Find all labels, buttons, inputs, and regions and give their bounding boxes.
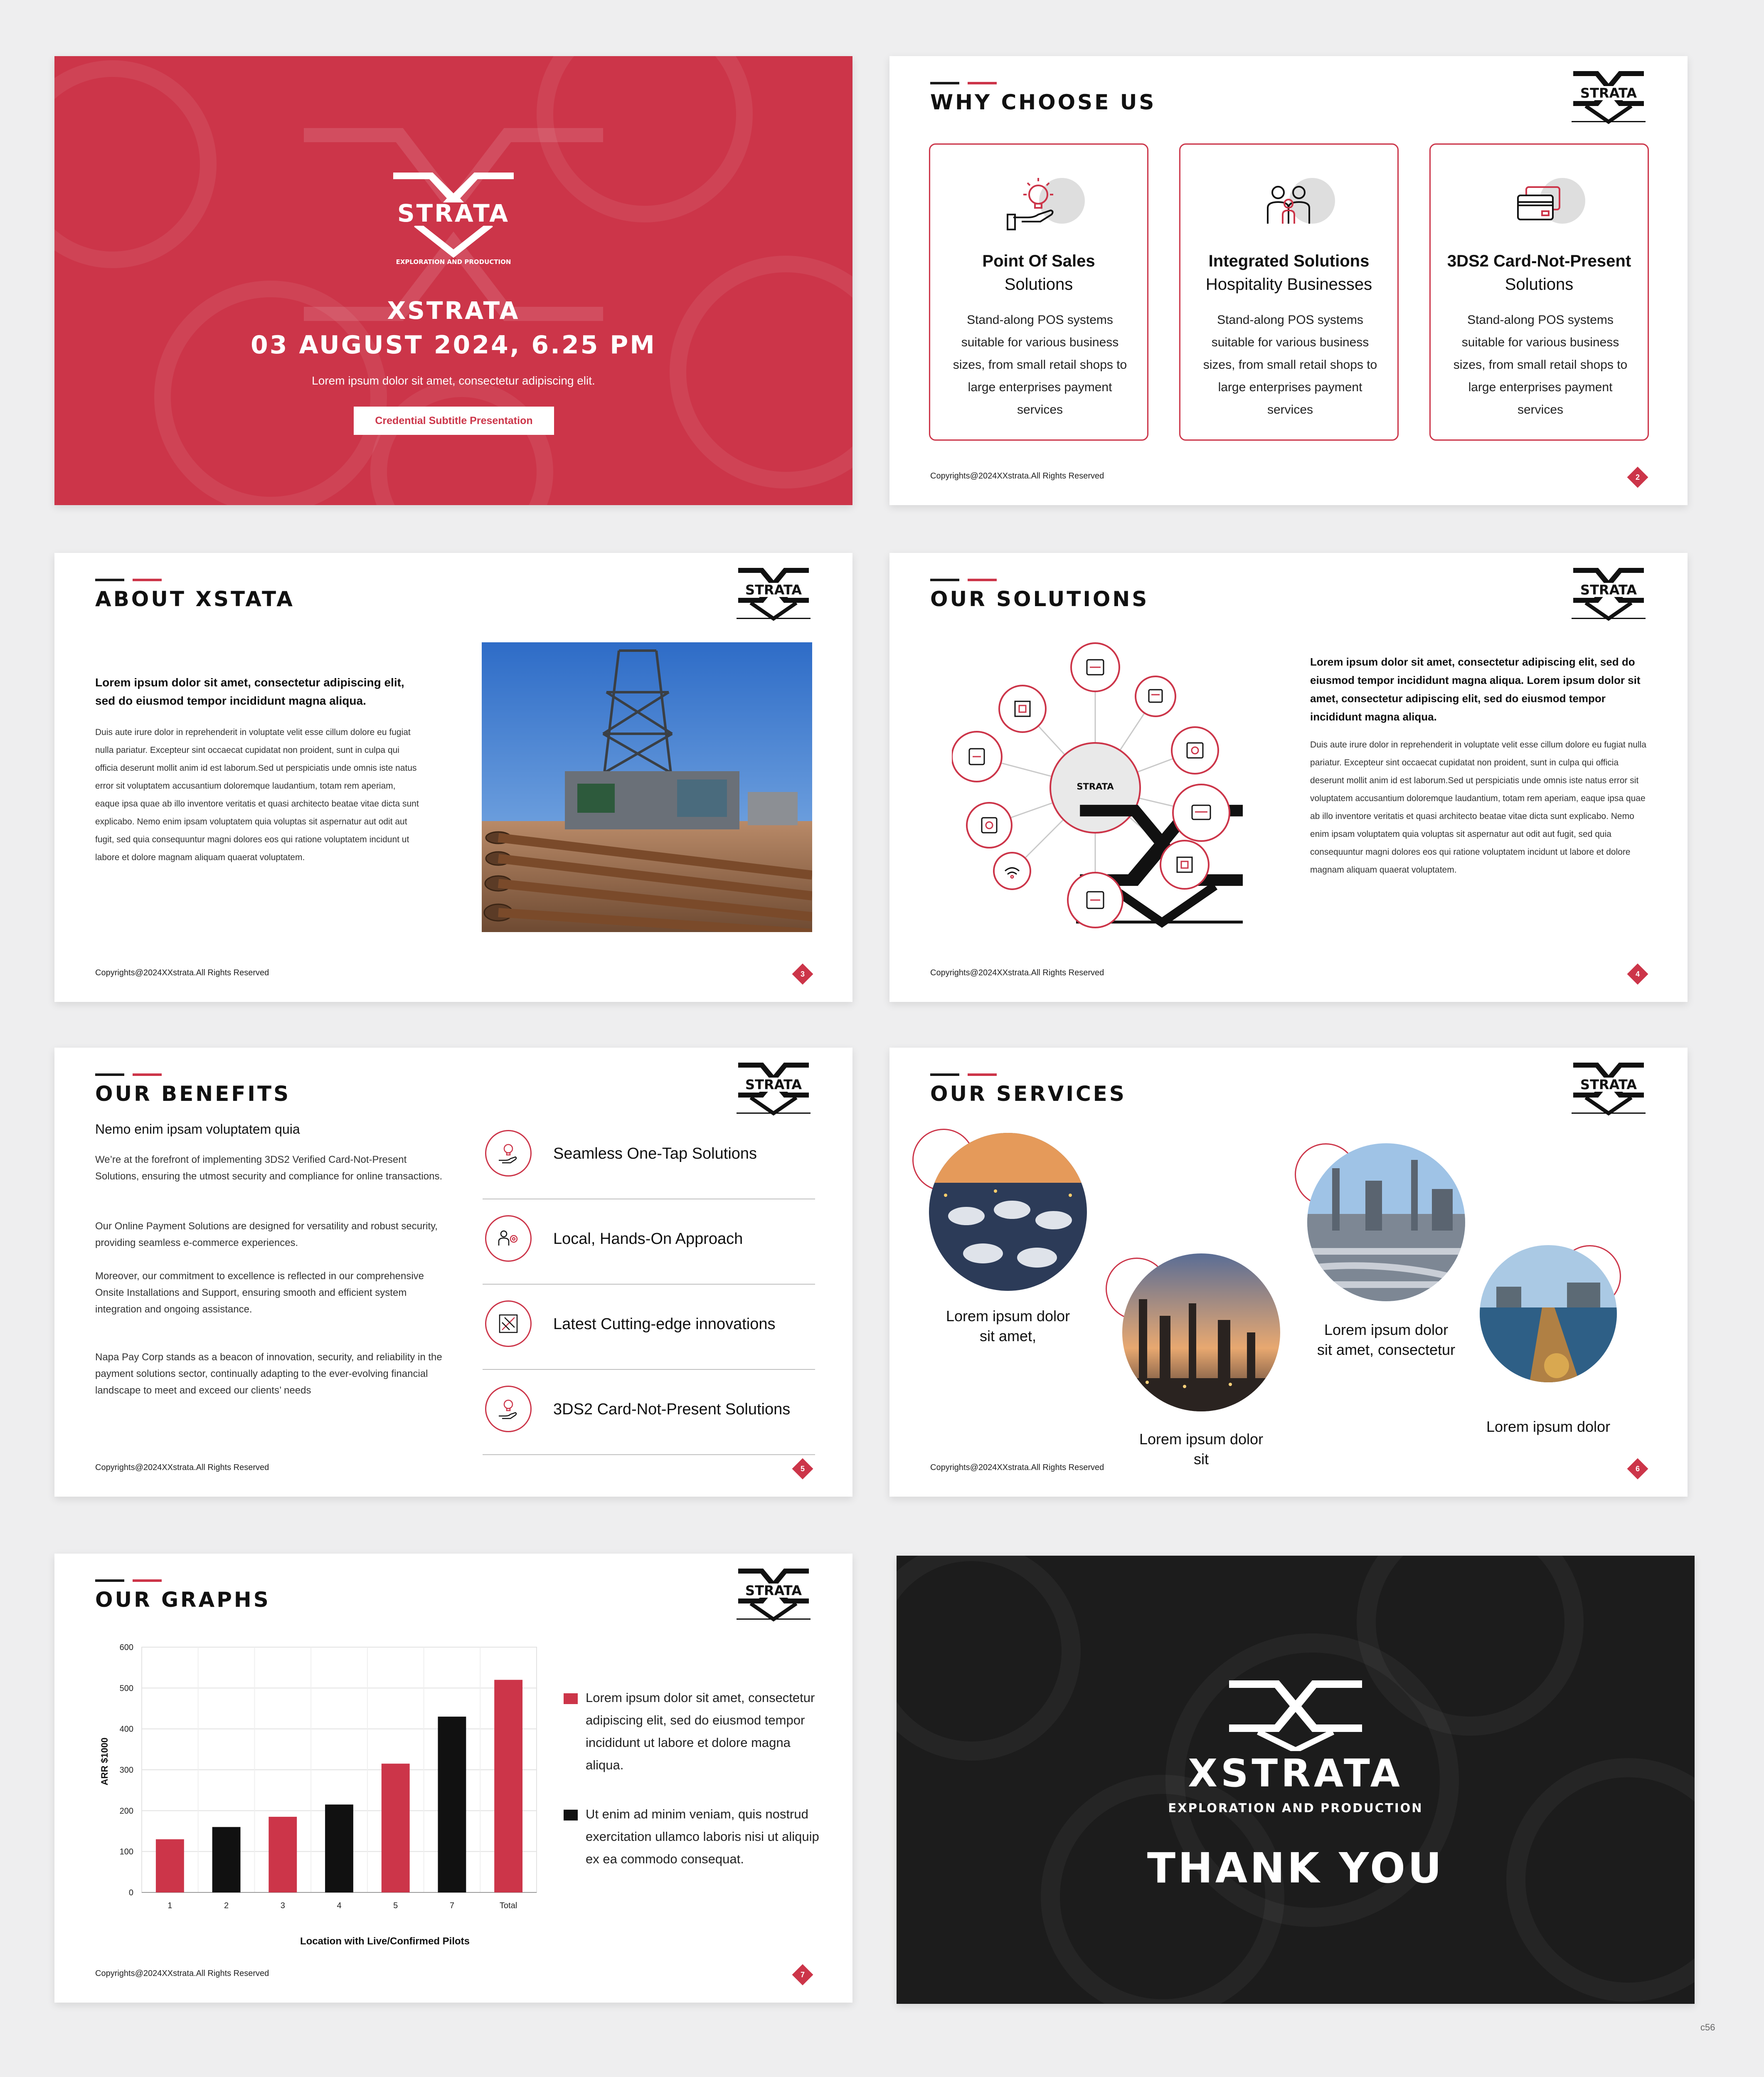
bar-2 — [212, 1827, 241, 1892]
x-tick-label: 7 — [449, 1901, 454, 1910]
closing-tagline: EXPLORATION AND PRODUCTION — [1168, 1801, 1423, 1815]
corner-label: c56 — [1700, 2022, 1715, 2033]
y-tick-label: 300 — [119, 1766, 133, 1775]
service-label: Lorem ipsum dolor — [1486, 1418, 1611, 1435]
service-label: Lorem ipsum dolor sit — [1139, 1431, 1264, 1468]
footer-copyright: Copyrights@2024XXstrata.All Rights Reserved — [95, 968, 269, 977]
strata-logo — [387, 168, 520, 266]
benefit-label: Seamless One-Tap Solutions — [553, 1145, 757, 1162]
benefit-item[interactable] — [483, 1114, 815, 1199]
svg-text:STRATA: STRATA — [1580, 1077, 1637, 1093]
heading-accent — [930, 1073, 997, 1076]
slide-heading: OUR SERVICES — [930, 1082, 1126, 1106]
y-tick-label: 100 — [119, 1847, 133, 1857]
oil-rig-photo — [482, 642, 812, 932]
xstrata-logo — [1569, 68, 1648, 126]
cover-date: 03 AUGUST 2024, 6.25 PM — [251, 331, 656, 360]
footer-copyright: Copyrights@2024XXstrata.All Rights Reserved — [930, 968, 1104, 977]
solutions-lead: Lorem ipsum dolor sit amet, consectetur adipiscing elit, sed do eiusmod tempor incididunt magna aliqua. Lorem ipsum dolor sit amet, consectetur adipiscing elit, sed do eiusmod tempor incididunt magna aliqua. — [1310, 656, 1641, 723]
xstrata-x-logo — [1225, 1676, 1366, 1751]
service-image-pipeline-plant — [1307, 1143, 1465, 1301]
slide-heading: OUR SOLUTIONS — [930, 587, 1149, 611]
card-title: Point Of Sales — [982, 252, 1095, 270]
slide-solutions — [889, 553, 1688, 1002]
y-axis-label: ARR $1000 — [99, 1737, 110, 1786]
bar-3 — [269, 1817, 297, 1892]
service-image-storage-tanks — [929, 1133, 1087, 1291]
slide-why-choose-us — [889, 56, 1688, 505]
legend-swatch — [564, 1693, 578, 1704]
slide-cover — [54, 56, 852, 505]
heading-accent — [95, 1073, 162, 1076]
benefit-item[interactable] — [483, 1199, 815, 1285]
xstrata-logo — [734, 1059, 813, 1117]
y-tick-label: 400 — [119, 1724, 133, 1734]
benefit-label: Local, Hands-On Approach — [553, 1230, 743, 1248]
card-subtitle: Solutions — [1004, 275, 1073, 294]
benefits-paragraph: Our Online Payment Solutions are designed for versatility and robust security, providing seamless e-commerce experiences. — [95, 1221, 438, 1248]
bar-chart — [92, 1637, 562, 1953]
card-subtitle: Solutions — [1505, 275, 1574, 294]
xstrata-logo — [1569, 1059, 1648, 1117]
bar-total — [494, 1680, 522, 1892]
bar-1 — [156, 1839, 184, 1892]
legend-item-black: Ut enim ad minim veniam, quis nostrud exercitation ullamco laboris nisi ut aliquip ex ea commodo consequat. — [564, 1803, 821, 1870]
card-description: Stand-along POS systems suitable for various business sizes, from small retail shops to large enterprises payment services — [1453, 313, 1628, 417]
benefits-paragraph: Napa Pay Corp stands as a beacon of innovation, security, and reliability in the payment solutions sector, continually adapting to the ever-evolving financial landscape to meet and exceed our clients’ needs — [95, 1352, 442, 1396]
x-tick-label: 4 — [337, 1901, 342, 1910]
benefit-label: 3DS2 Card-Not-Present Solutions — [553, 1401, 791, 1418]
card-description: Stand-along POS systems suitable for various business sizes, from small retail shops to large enterprises payment services — [1203, 313, 1377, 417]
svg-text:STRATA: STRATA — [1580, 582, 1637, 598]
benefits-paragraph: Moreover, our commitment to excellence is reflected in our comprehensive Onsite Installations and Support, ensuring smooth and efficient system integration and ongoing assistance. — [95, 1270, 424, 1315]
service-label: Lorem ipsum dolor sit amet, — [946, 1307, 1070, 1344]
benefits-paragraph: We’re at the forefront of implementing 3DS2 Verified Card-Not-Present Solutions, ensuring the utmost security and compliance for online transactions. — [95, 1154, 443, 1182]
slide-about — [54, 553, 852, 1002]
page-number: 4 — [1627, 964, 1648, 984]
heading-accent — [95, 1579, 162, 1582]
benefits-subheading: Nemo enim ipsam voluptatem quia — [95, 1122, 300, 1137]
benefit-item[interactable] — [483, 1285, 815, 1370]
y-tick-label: 200 — [119, 1806, 133, 1816]
card-title: Integrated Solutions — [1208, 252, 1370, 270]
svg-text:STRATA: STRATA — [745, 582, 802, 598]
svg-text:STRATA: STRATA — [745, 1583, 802, 1598]
legend-swatch — [564, 1810, 578, 1820]
card-subtitle: Hospitality Businesses — [1205, 275, 1372, 294]
lightbulb-hand-icon — [496, 1141, 520, 1165]
page-number: 6 — [1627, 1458, 1648, 1479]
footer-copyright: Copyrights@2024XXstrata.All Rights Reserved — [95, 1463, 269, 1472]
slide-heading: OUR BENEFITS — [95, 1082, 291, 1106]
y-tick-label: 600 — [119, 1643, 133, 1652]
page-number: 3 — [792, 964, 813, 984]
slide-heading: WHY CHOOSE US — [930, 90, 1156, 114]
service-image-offshore-pipeline — [1480, 1245, 1617, 1382]
svg-text:STRATA: STRATA — [745, 1077, 802, 1093]
card-integrated-solutions[interactable] — [1179, 143, 1399, 441]
people-gear-icon — [496, 1226, 520, 1251]
innovation-icon — [496, 1312, 520, 1336]
slide-graphs — [54, 1554, 852, 2003]
x-tick-label: Total — [500, 1901, 517, 1910]
y-tick-label: 0 — [128, 1888, 133, 1897]
people-group-icon — [1255, 178, 1322, 234]
footer-copyright: Copyrights@2024XXstrata.All Rights Reserved — [930, 471, 1104, 481]
credit-cards-icon — [1505, 178, 1572, 234]
page-number: 7 — [792, 1964, 813, 1985]
slide-heading: OUR GRAPHS — [95, 1588, 271, 1612]
svg-text:STRATA: STRATA — [1077, 782, 1114, 792]
y-tick-label: 500 — [119, 1684, 133, 1693]
lightbulb-hand-icon — [496, 1397, 520, 1421]
svg-text:EXPLORATION AND PRODUCTION: EXPLORATION AND PRODUCTION — [396, 258, 511, 266]
x-tick-label: 5 — [393, 1901, 398, 1910]
x-tick-label: 2 — [224, 1901, 229, 1910]
x-tick-label: 1 — [168, 1901, 172, 1910]
credential-presentation-button[interactable]: Credential Subtitle Presentation — [354, 407, 554, 435]
card-point-of-sales[interactable] — [929, 143, 1148, 441]
legend-item-red: Lorem ipsum dolor sit amet, consectetur adipiscing elit, sed do eiusmod tempor incididunt ut labore et dolore magna aliqua. — [564, 1687, 821, 1776]
xstrata-logo — [1569, 565, 1648, 623]
heading-accent — [930, 82, 997, 84]
slide-services — [889, 1048, 1688, 1497]
footer-copyright: Copyrights@2024XXstrata.All Rights Reserved — [930, 1463, 1104, 1472]
thank-you-text: THANK YOU — [1147, 1844, 1444, 1892]
xstrata-logo — [734, 1565, 813, 1623]
svg-text:STRATA: STRATA — [1580, 85, 1637, 101]
page-number: 5 — [792, 1458, 813, 1479]
x-tick-label: 3 — [280, 1901, 285, 1910]
solutions-hub-diagram — [952, 638, 1243, 937]
card-description: Stand-along POS systems suitable for various business sizes, from small retail shops to large enterprises payment services — [953, 313, 1127, 417]
about-body: Duis aute irure dolor in reprehenderit in voluptate velit esse cillum dolore eu fugiat nulla pariatur. Excepteur sint occaecat cupidatat non proident, sunt in culpa qui officia deserunt mollit anim id est laborum.Sed ut perspiciatis unde omnis iste natus error sit voluptatem accusantium doloremque laudantium, totam rem aperiam, eaque ipsa quae ab illo inventore veritatis et quasi architecto beatae vitae dicta sunt explicabo. Nemo enim ipsam voluptatem quia voluptas sit aspernatur aut odit aut fugit, sed quia consequuntur magni dolores eos qui ratione voluptatem incidunt ut labore et dolore magnam aliquam quaerat voluptatem. — [95, 728, 419, 862]
x-axis-label: Location with Live/Confirmed Pilots — [300, 1936, 470, 1947]
cover-subtitle: Lorem ipsum dolor sit amet, consectetur adipiscing elit. — [312, 374, 595, 387]
lightbulb-hand-icon — [1005, 178, 1072, 234]
card-title: 3DS2 Card-Not-Present — [1447, 252, 1631, 270]
svg-text:STRATA: STRATA — [397, 199, 510, 227]
xstrata-logo — [734, 565, 813, 623]
service-label: Lorem ipsum dolor sit amet, consectetur — [1317, 1321, 1456, 1358]
heading-accent — [930, 579, 997, 581]
service-image-refinery-sunset — [1122, 1253, 1280, 1411]
page-number: 2 — [1627, 467, 1648, 488]
slide-benefits — [54, 1048, 852, 1497]
slide-thank-you — [897, 1556, 1695, 2004]
benefit-item[interactable] — [483, 1370, 815, 1455]
closing-brand: XSTRATA — [1188, 1751, 1403, 1796]
bar-7 — [438, 1717, 466, 1892]
cover-title: XSTRATA — [387, 296, 520, 325]
benefit-label: Latest Cutting-edge innovations — [553, 1315, 776, 1333]
footer-copyright: Copyrights@2024XXstrata.All Rights Reserved — [95, 1969, 269, 1978]
card-3ds2-card-not-present[interactable] — [1429, 143, 1649, 441]
heading-accent — [95, 579, 162, 581]
about-lead: Lorem ipsum dolor sit amet, consectetur adipiscing elit, sed do eiusmod tempor incididunt magna aliqua. — [95, 676, 404, 707]
bar-5 — [382, 1764, 410, 1892]
bar-4 — [325, 1805, 353, 1892]
slide-heading: ABOUT XSTATA — [95, 587, 295, 611]
solutions-body: Duis aute irure dolor in reprehenderit in voluptate velit esse cillum dolore eu fugiat nulla pariatur. Excepteur sint occaecat cupidatat non proident, sunt in culpa qui officia deserunt mollit anim id est laborum.Sed ut perspiciatis unde omnis iste natus error sit voluptatem accusantium doloremque laudantium, totam rem aperiam, eaque ipsa quae ab illo inventore veritatis et quasi architecto beatae vitae dicta sunt explicabo. Nemo enim ipsam voluptatem quia voluptas sit aspernatur aut odit aut fugit, sed quia consequuntur magni dolores eos qui ratione voluptatem incidunt ut labore et dolore magnam aliquam quaerat voluptatem. — [1310, 740, 1646, 875]
